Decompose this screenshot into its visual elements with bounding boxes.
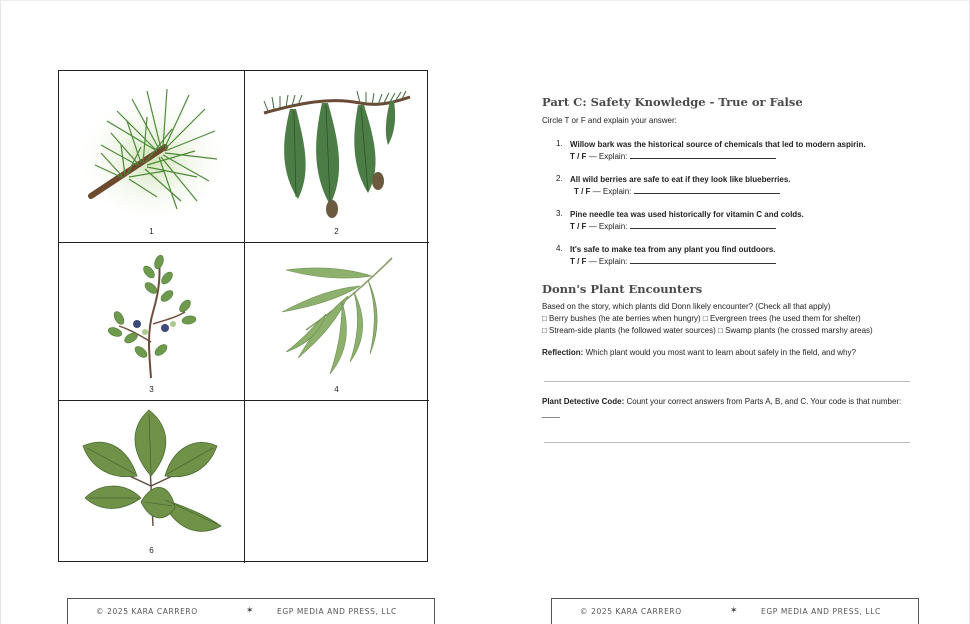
grid-cell-4 (244, 242, 429, 400)
code-label: Plant Detective Code: (542, 397, 625, 406)
reflection-prompt (542, 347, 917, 359)
cell-number: 1 (149, 227, 154, 236)
pine-needles-icon (77, 81, 227, 221)
true-false-line (558, 186, 917, 198)
tf-options[interactable]: T / F (570, 257, 587, 266)
hemlock-branch-icon (260, 81, 412, 225)
explain-label: — Explain: (588, 222, 628, 231)
explain-answer-blank[interactable] (630, 256, 776, 264)
part-c-heading: Part C: Safety Knowledge - True or False (542, 95, 803, 109)
explain-answer-blank[interactable] (630, 221, 776, 229)
true-false-line (558, 256, 917, 268)
cell-number: 4 (334, 385, 339, 394)
question-number: 1. (556, 139, 563, 148)
encounters-prompt: Based on the story, which plants did Donn likely encounter? (Check all that apply) (542, 302, 831, 311)
blueberry-sprig-icon (101, 252, 201, 382)
worksheet-right-page (542, 95, 917, 420)
star-icon: ✶ (730, 606, 739, 616)
question-number: 2. (556, 174, 563, 183)
plant-image-grid (58, 70, 428, 562)
grid-cell-2 (244, 71, 429, 242)
plant-detective-code (542, 396, 904, 420)
grid-cell-6 (59, 400, 244, 561)
footer-right (551, 598, 919, 624)
page-edge-left (0, 0, 1, 624)
explain-answer-blank[interactable] (634, 186, 780, 194)
question-text: It's safe to make tea from any plant you find outdoors. (570, 245, 776, 254)
part-c-instruction: Circle T or F and explain your answer: (542, 116, 677, 125)
question-text: All wild berries are safe to eat if they look like blueberries. (570, 175, 791, 184)
question-text: Pine needle tea was used historically for vitamin C and colds. (570, 210, 804, 219)
willow-leaves-icon (276, 254, 396, 382)
cell-number: 6 (149, 546, 154, 555)
explain-label: — Explain: (592, 187, 632, 196)
cell-number: 3 (149, 385, 154, 394)
question-3 (542, 209, 917, 233)
question-4 (542, 244, 917, 268)
question-1 (542, 139, 917, 163)
tf-options[interactable]: T / F (574, 187, 591, 196)
grid-cell-1 (59, 71, 244, 242)
tf-options[interactable]: T / F (570, 152, 587, 161)
explain-label: — Explain: (588, 257, 628, 266)
explain-answer-blank[interactable] (630, 151, 776, 159)
encounters-checklist-row-1[interactable]: □ Berry bushes (he ate berries when hungry) □ Evergreen trees (he used them for shelter) (542, 314, 861, 323)
tf-options[interactable]: T / F (570, 222, 587, 231)
star-icon: ✶ (246, 606, 255, 616)
page-edge-top (0, 0, 970, 1)
question-number: 3. (556, 209, 563, 218)
cell-number: 2 (334, 227, 339, 236)
question-text: Willow bark was the historical source of chemicals that led to modern aspirin. (570, 140, 866, 149)
grid-cell-3 (59, 242, 244, 400)
true-false-questions (542, 139, 917, 268)
true-false-line (558, 221, 917, 233)
encounters-heading: Donn's Plant Encounters (542, 282, 703, 296)
footer-copyright: © 2025 KARA CARRERO (96, 607, 198, 616)
explain-label: — Explain: (588, 152, 628, 161)
reflection-text: Which plant would you most want to learn about safely in the field, and why? (585, 348, 856, 357)
footer-copyright: © 2025 KARA CARRERO (580, 607, 682, 616)
question-2 (542, 174, 917, 198)
code-answer-line[interactable] (544, 442, 910, 443)
encounters-checklist-row-2[interactable]: □ Stream-side plants (he followed water sources) □ Swamp plants (he crossed marshy areas) (542, 326, 873, 335)
footer-publisher: EGP MEDIA AND PRESS, LLC (277, 607, 397, 616)
footer-left (67, 598, 435, 624)
code-text: Count your correct answers from Parts A, B, and C. Your code is that number: ____ (542, 397, 902, 418)
reflection-label: Reflection: (542, 348, 584, 357)
beech-leaves-icon (81, 406, 223, 542)
true-false-line (558, 151, 917, 163)
footer-publisher: EGP MEDIA AND PRESS, LLC (761, 607, 881, 616)
reflection-answer-line[interactable] (544, 381, 910, 382)
question-number: 4. (556, 244, 563, 253)
